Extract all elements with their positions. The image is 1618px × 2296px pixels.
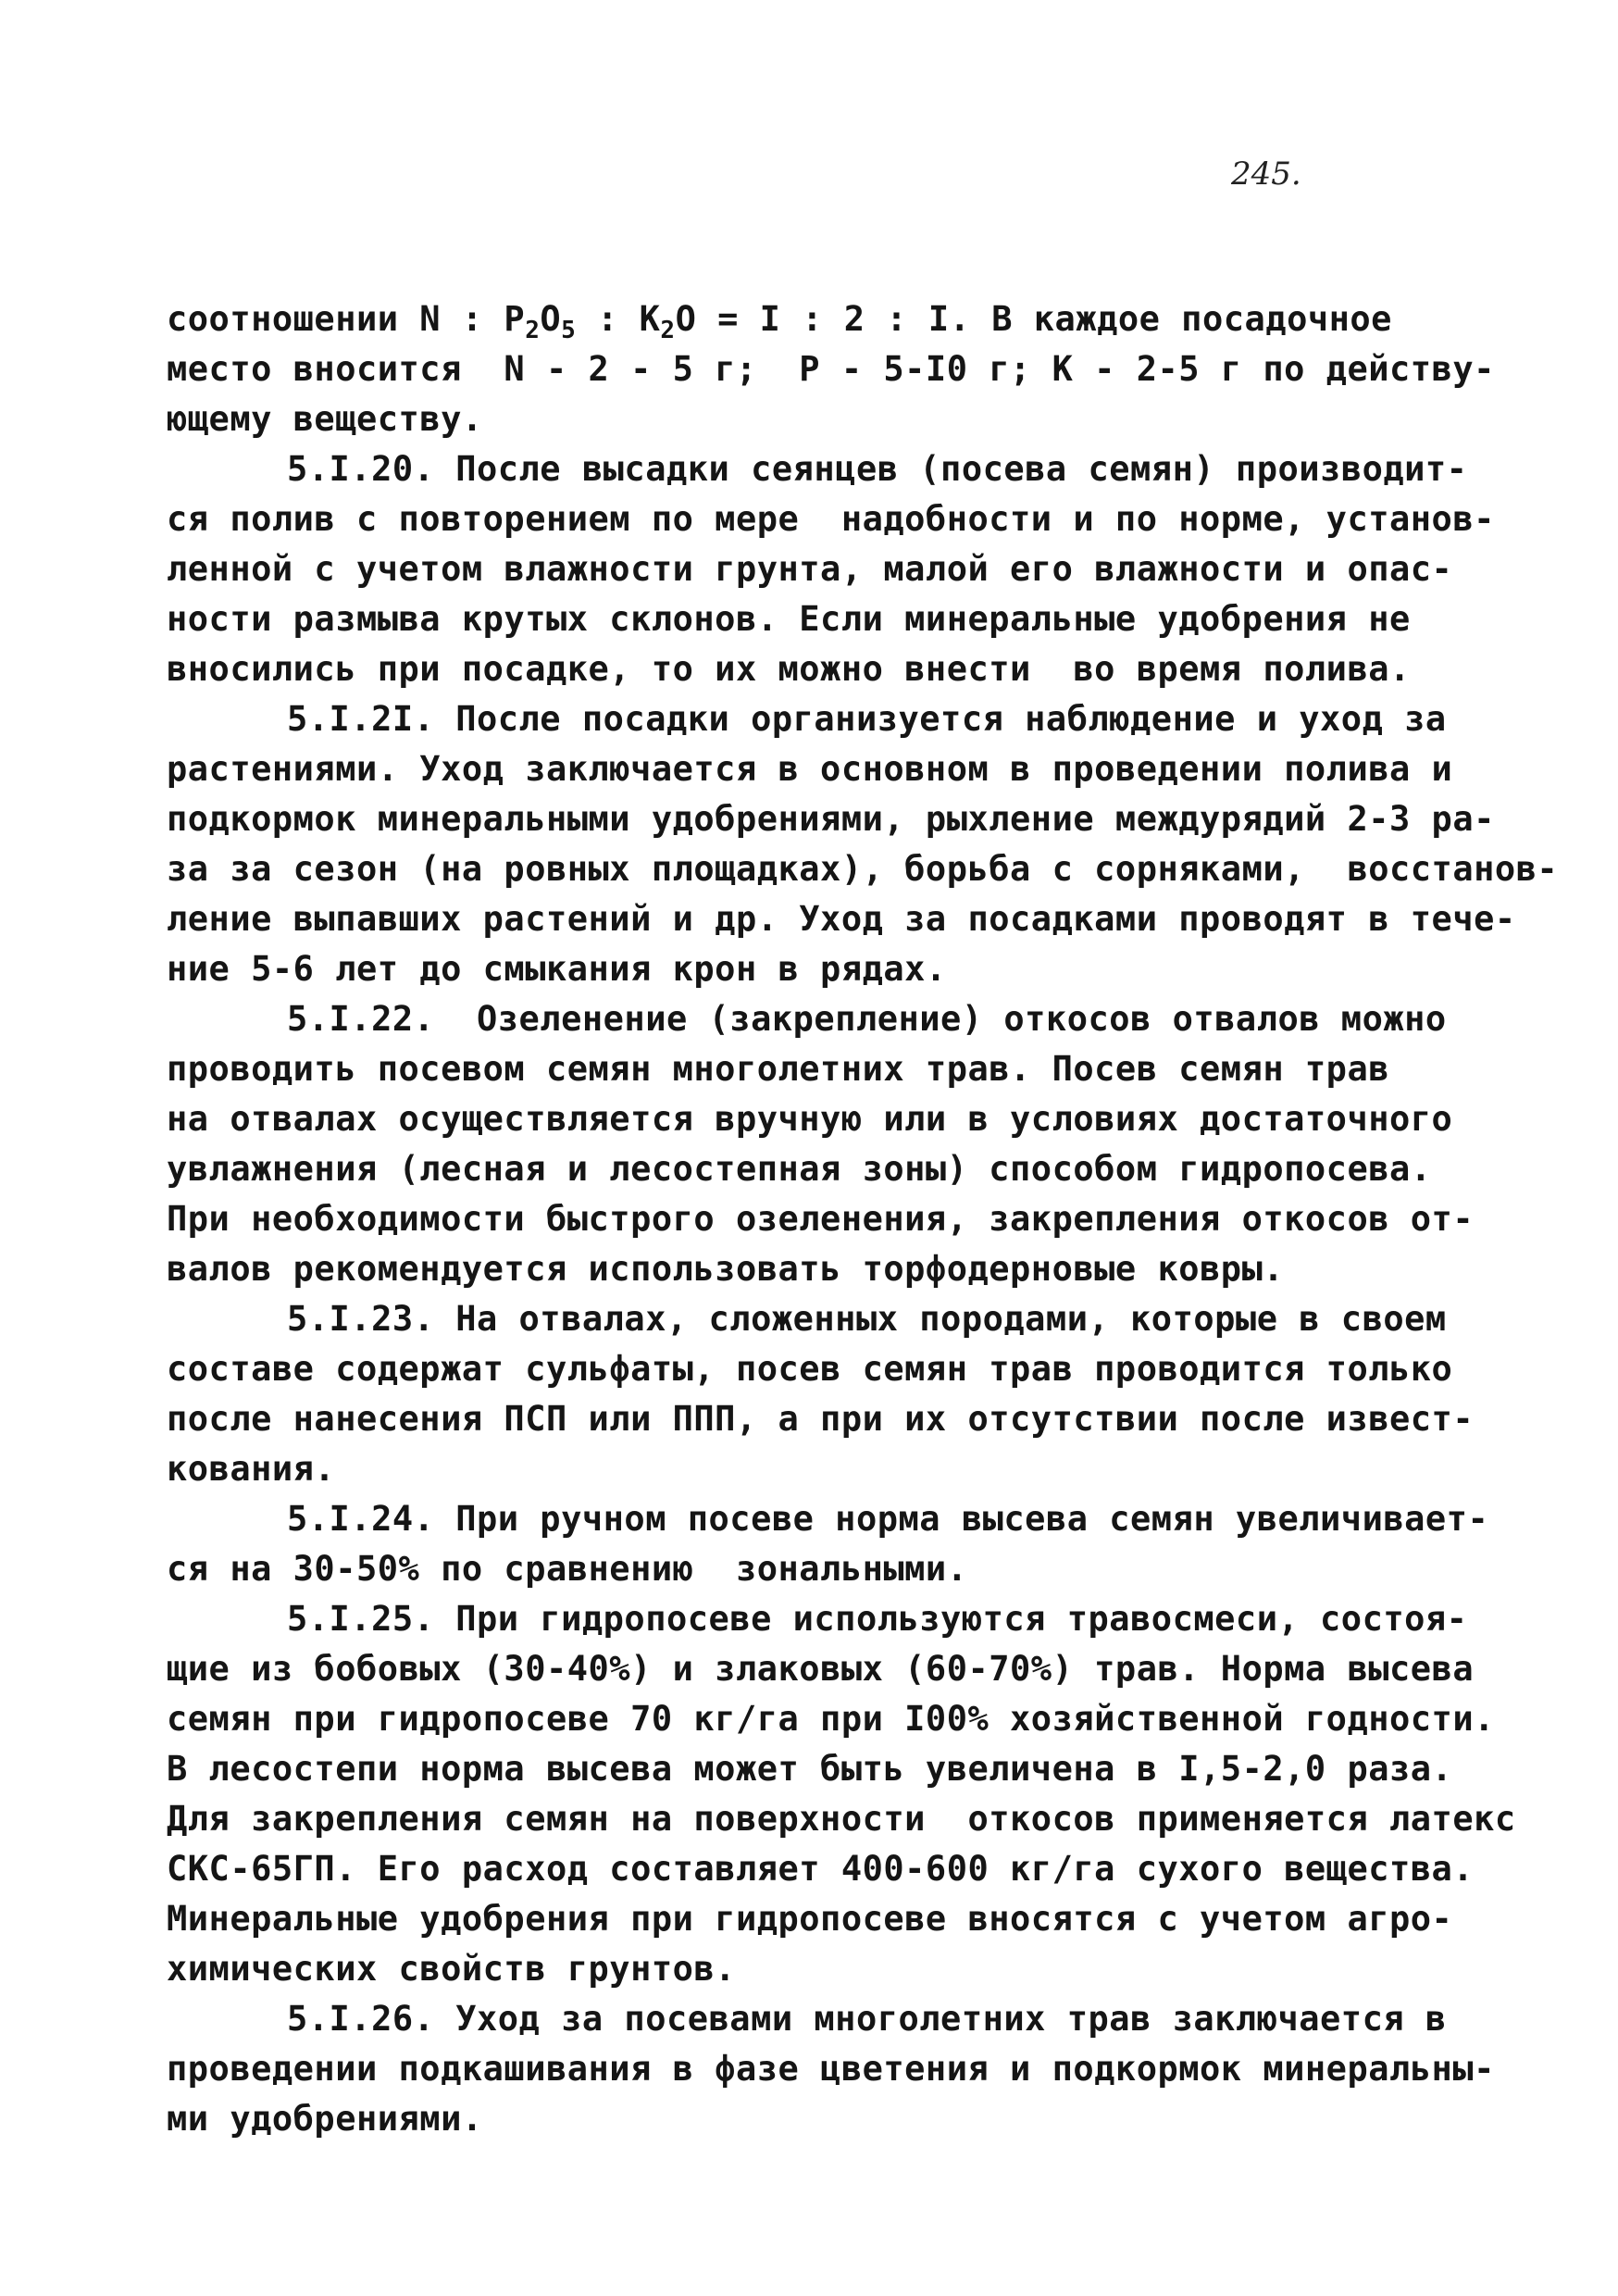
text-line: Для закрепления семян на поверхности откосов применяется латекс [167,1799,1516,1839]
text-line: вносились при посадке, то их можно внести во время полива. [167,649,1411,689]
text-line: ление выпавших растений и др. Уход за посадками проводят в тече- [167,899,1516,939]
text-line: В лесостепи норма высева может быть увеличена в I,5-2,0 раза. [167,1749,1453,1789]
text-line: щие из бобовых (30-40%) и злаковых (60-70%) трав. Норма высева [167,1649,1475,1689]
text-line: на отвалах осуществляется вручную или в условиях достаточного [167,1099,1453,1139]
formula-k-subscript: 2 [660,317,676,344]
text-line: ленной с учетом влажности грунта, малой его влажности и опас- [167,549,1453,589]
text-line: ности размыва крутых склонов. Если минеральные удобрения не [167,599,1411,639]
paragraph-5-1-26: 5.I.26. Уход за посевами многолетних трав заключается в [287,1999,1447,2039]
text-line: за за сезон (на ровных площадках), борьба с сорняками, восстанов- [167,849,1559,889]
formula-line [167,294,1392,344]
text-line: семян при гидропосеве 70 кг/га при I00% хозяйственной годности. [167,1699,1495,1739]
text-line: проводить посевом семян многолетних трав. Посев семян трав [167,1049,1390,1089]
formula-p-mid: O [540,299,562,339]
text-line: подкормок минеральными удобрениями, рыхление междурядий 2-3 ра- [167,799,1495,839]
paragraph-5-1-21: 5.I.2I. После посадки организуется наблюдение и уход за [287,699,1447,739]
text-line: ми удобрениями. [167,2099,483,2139]
text-line: ющему веществу. [167,399,483,439]
formula-prefix: соотношении N : P [167,299,526,339]
text-line: валов рекомендуется использовать торфодерновые ковры. [167,1249,1285,1289]
text-line: Минеральные удобрения при гидропосеве вносятся с учетом агро- [167,1899,1453,1939]
page-number: 245. [1231,156,1301,193]
text-line: химических свойств грунтов. [167,1949,736,1989]
text-line: При необходимости быстрого озеленения, закрепления откосов от- [167,1199,1475,1239]
formula-p-subscript-1: 2 [525,317,541,344]
paragraph-5-1-25: 5.I.25. При гидропосеве используются травосмеси, состоя- [287,1599,1468,1639]
text-line: ся на 30-50% по сравнению зональными. [167,1549,968,1589]
formula-suffix: O = I : 2 : I. В каждое посадочное [675,299,1392,339]
text-line: после нанесения ПСП или ППП, а при их отсутствии после извест- [167,1399,1475,1439]
text-line: кования. [167,1449,336,1489]
text-line: место вносится N - 2 - 5 г; P - 5-I0 г; К - 2-5 г по действу- [167,349,1495,389]
paragraph-5-1-23: 5.I.23. На отвалах, сложенных породами, которые в своем [287,1299,1447,1339]
text-line: увлажнения (лесная и лесостепная зоны) способом гидропосева. [167,1149,1432,1189]
formula-p-subscript-2: 5 [561,317,577,344]
text-line: растениями. Уход заключается в основном в проведении полива и [167,749,1453,789]
paragraph-5-1-20: 5.I.20. После высадки сеянцев (посева семян) производит- [287,449,1468,489]
text-line: ние 5-6 лет до смыкания крон в рядах. [167,949,947,989]
paragraph-5-1-24: 5.I.24. При ручном посеве норма высева семян увеличивает- [287,1499,1489,1539]
formula-k-text: : K [576,299,661,339]
text-line: проведении подкашивания в фазе цветения и подкормок минеральны- [167,2049,1495,2089]
paragraph-5-1-22: 5.I.22. Озеленение (закрепление) откосов отвалов можно [287,999,1447,1039]
text-line: ся полив с повторением по мере надобности и по норме, установ- [167,499,1495,539]
text-line: составе содержат сульфаты, посев семян трав проводится только [167,1349,1453,1389]
text-line: СКС-65ГП. Его расход составляет 400-600 кг/га сухого вещества. [167,1849,1475,1889]
